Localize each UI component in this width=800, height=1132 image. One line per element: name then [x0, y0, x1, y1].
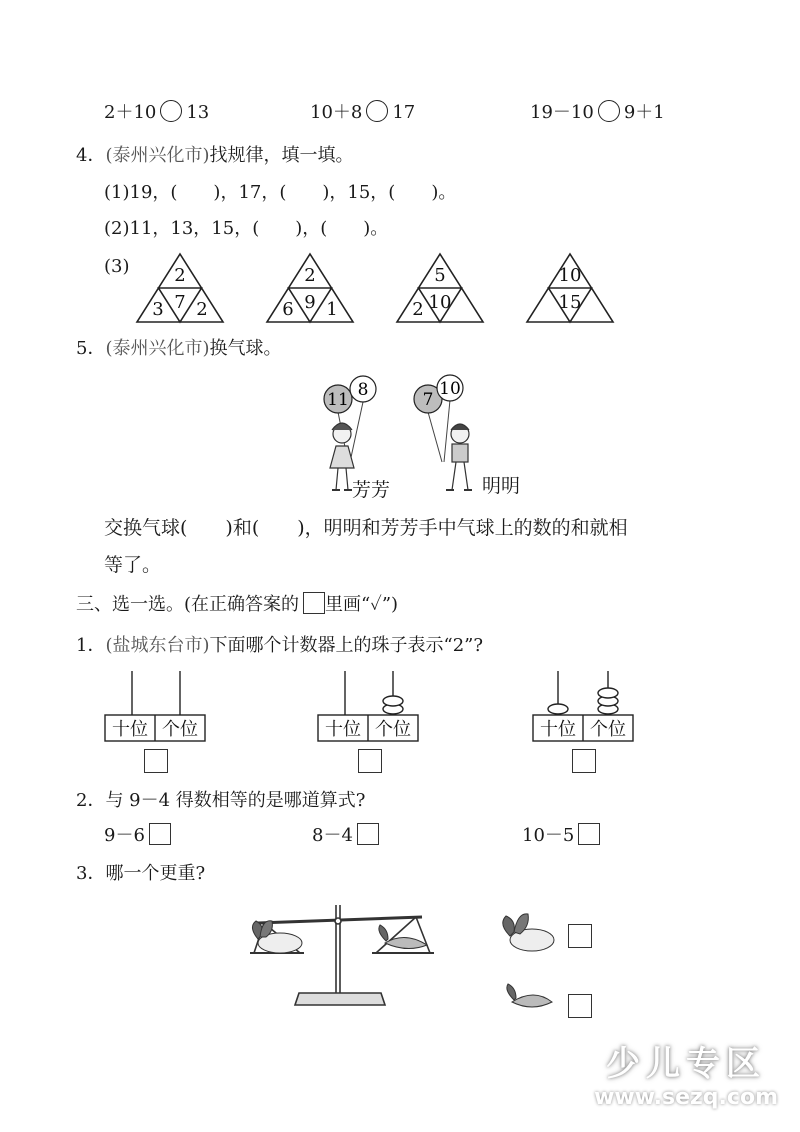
tens-label: 十位 — [112, 719, 148, 740]
ones-label: 个位 — [375, 719, 411, 740]
q4-part3-label: (3) — [104, 256, 130, 277]
s3-heading: 3．哪一个更重? — [76, 863, 206, 884]
compare-2: 10＋8 17 — [310, 102, 416, 123]
answer-box[interactable] — [578, 823, 600, 845]
q5-line1: 交换气球( )和( )，明明和芳芳手中气球上的数的和就相 — [104, 517, 628, 539]
triangle-1-right: 2 — [196, 299, 208, 320]
s2-option-3: 10－5 — [522, 823, 600, 848]
section3-heading: 三、选一选。(在正确答案的 里画“✓”) — [76, 594, 399, 615]
answer-box[interactable] — [357, 823, 379, 845]
answer-box-counter-3[interactable] — [572, 749, 596, 773]
q4-part2: (2)11，13，15，( )，( )。 — [104, 218, 389, 239]
girl-figure — [330, 423, 354, 490]
s2-option-1: 9－6 — [104, 823, 171, 848]
q5-heading: 5．(泰州兴化市)换气球。 — [76, 338, 282, 359]
q4-part1: (1)19，( )，17，( )，15，( )。 — [104, 182, 457, 203]
balloon-11-label: 11 — [327, 390, 349, 410]
triangle-1-top: 2 — [174, 265, 186, 286]
answer-box-counter-2[interactable] — [358, 749, 382, 773]
triangle-4-mid: 15 — [558, 292, 582, 313]
answer-box-counter-1[interactable] — [144, 749, 168, 773]
balance-scale — [240, 895, 460, 1015]
carrot-option — [500, 982, 570, 1022]
watermark-logo: 少儿专区 www.sezq.com — [594, 1044, 778, 1110]
compare-3: 19－10 9＋1 — [530, 102, 665, 123]
radish-icon — [252, 921, 302, 953]
compare-circle[interactable] — [366, 100, 388, 122]
triangle-1-left: 3 — [152, 299, 164, 320]
triangle-3-left: 2 — [412, 299, 424, 320]
answer-box[interactable] — [149, 823, 171, 845]
sample-box-icon — [303, 592, 325, 614]
q5-line2: 等了。 — [104, 554, 162, 576]
triangle-puzzles — [0, 250, 800, 330]
abacus-counters — [0, 665, 800, 755]
triangle-4-top: 10 — [558, 265, 582, 286]
triangle-2-left: 6 — [282, 299, 294, 320]
compare-circle[interactable] — [160, 100, 182, 122]
triangle-2-right: 1 — [326, 299, 338, 320]
compare-1: 2＋10 13 — [104, 102, 210, 123]
ones-label: 个位 — [590, 719, 626, 740]
triangle-3-top: 5 — [434, 265, 446, 286]
boy-figure — [446, 424, 472, 490]
compare-circle[interactable] — [598, 100, 620, 122]
answer-box-radish[interactable] — [568, 924, 592, 948]
girl-name: 芳芳 — [352, 479, 391, 501]
tens-label: 十位 — [325, 719, 361, 740]
s2-option-2: 8－4 — [312, 823, 379, 848]
q4-heading: 4．(泰州兴化市)找规律，填一填。 — [76, 145, 354, 166]
triangle-1-mid: 7 — [174, 292, 186, 313]
answer-box-carrot[interactable] — [568, 994, 592, 1018]
tens-label: 十位 — [540, 719, 576, 740]
balloon-illustration — [300, 372, 560, 502]
triangle-3-mid: 10 — [428, 292, 452, 313]
triangle-2-top: 2 — [304, 265, 316, 286]
ones-label: 个位 — [162, 719, 198, 740]
balloon-8-label: 8 — [357, 380, 369, 400]
balloon-7-label: 7 — [422, 390, 434, 410]
balloon-10-label: 10 — [439, 379, 461, 399]
radish-option — [492, 910, 562, 960]
boy-name: 明明 — [482, 475, 521, 497]
s2-heading: 2．与 9－4 得数相等的是哪道算式? — [76, 790, 366, 811]
checkmark-icon: ✓ — [370, 594, 382, 615]
triangle-2-mid: 9 — [304, 292, 316, 313]
s1-heading: 1．(盐城东台市)下面哪个计数器上的珠子表示“2”? — [76, 635, 484, 656]
